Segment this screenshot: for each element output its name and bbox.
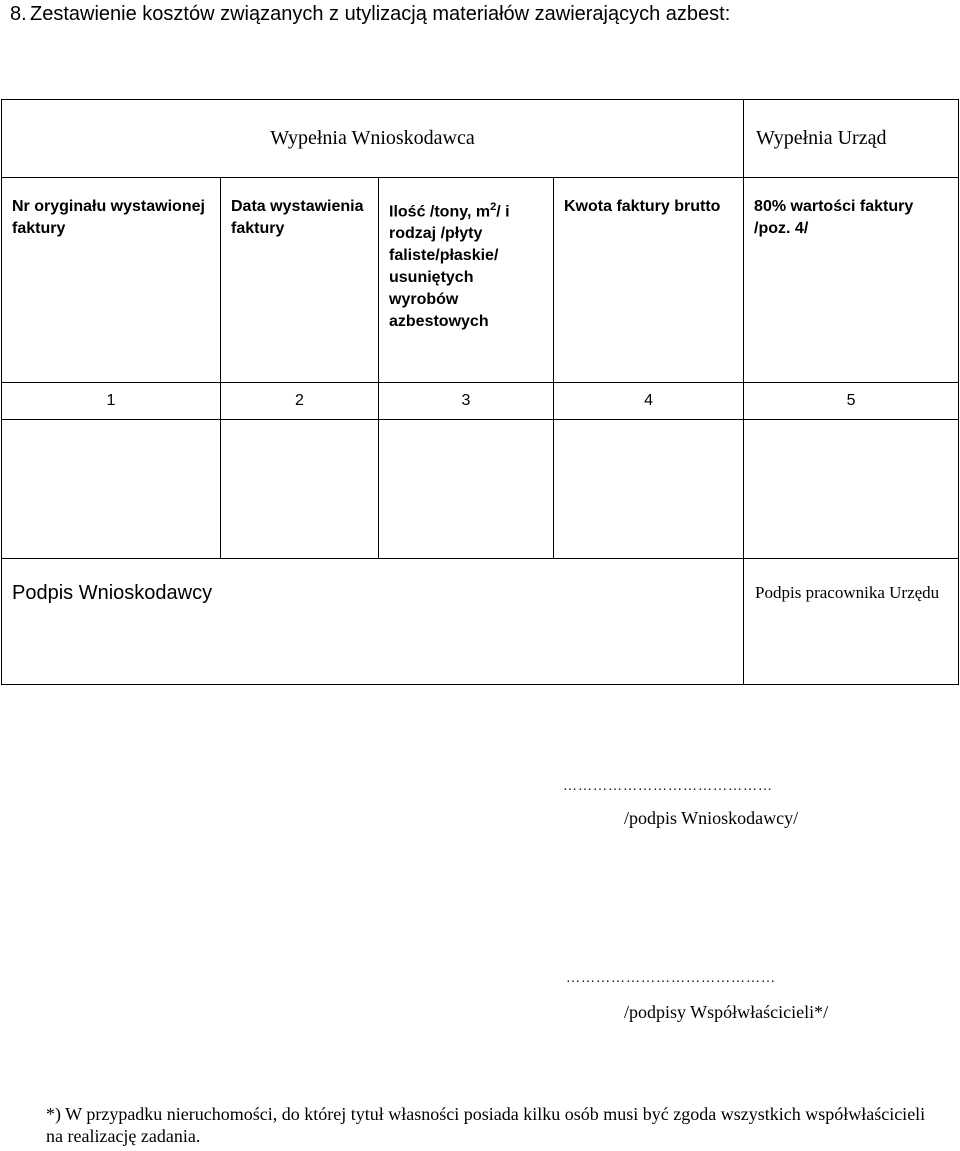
co-owners-signature-line: …………………………………… — [566, 971, 776, 986]
column-header-80-percent: 80% wartości faktury /poz. 4/ — [744, 178, 959, 383]
column-header-invoice-date: Data wystawienia faktury — [221, 178, 379, 383]
applicant-signature-line: …………………………………… — [563, 779, 773, 794]
footnote: *) W przypadku nieruchomości, do której tytuł własności posiada kilku osób musi być zgoda wszystkich współwłaścicieli na realizację zadania. — [46, 1104, 926, 1146]
eighty-percent-field[interactable] — [744, 420, 959, 559]
column-number-row — [2, 383, 959, 420]
group-header-row — [2, 100, 959, 178]
section-title: Zestawienie kosztów związanych z utylizacją materiałów zawierających azbest: — [30, 3, 731, 25]
column-number: 4 — [554, 383, 744, 420]
column-number: 1 — [2, 383, 221, 420]
column-header-row — [2, 178, 959, 383]
co-owners-signature-caption: /podpisy Współwłaścicieli*/ — [624, 1002, 829, 1022]
applicant-signature-cell[interactable]: Podpis Wnioskodawcy — [2, 559, 744, 685]
gross-amount-field[interactable] — [554, 420, 744, 559]
quantity-field[interactable] — [379, 420, 554, 559]
column-header-quantity: Ilość /tony, $m^2/$ i rodzaj /płyty faliste/płaskie/ usuniętych wyrobów azbestowych — [379, 178, 554, 383]
cost-table — [1, 99, 959, 685]
section-number: 8. — [10, 3, 27, 25]
column-number: 2 — [221, 383, 379, 420]
office-signature-cell[interactable]: Podpis pracownika Urzędu — [744, 559, 959, 685]
applicant-signature-caption: /podpis Wnioskodawcy/ — [624, 808, 799, 828]
section-heading — [0, 2, 960, 26]
column-header-invoice-number: Nr oryginału wystawionej faktury — [2, 178, 221, 383]
column-number: 3 — [379, 383, 554, 420]
office-header: Wypełnia Urząd — [744, 100, 959, 178]
invoice-date-field[interactable] — [221, 420, 379, 559]
signature-row — [2, 559, 959, 685]
superscript: 2 — [490, 201, 497, 213]
applicant-header: Wypełnia Wnioskodawca — [2, 100, 744, 178]
column-header-gross-amount: Kwota faktury brutto — [554, 178, 744, 383]
column-number: 5 — [744, 383, 959, 420]
data-entry-row — [2, 420, 959, 559]
invoice-number-field[interactable] — [2, 420, 221, 559]
